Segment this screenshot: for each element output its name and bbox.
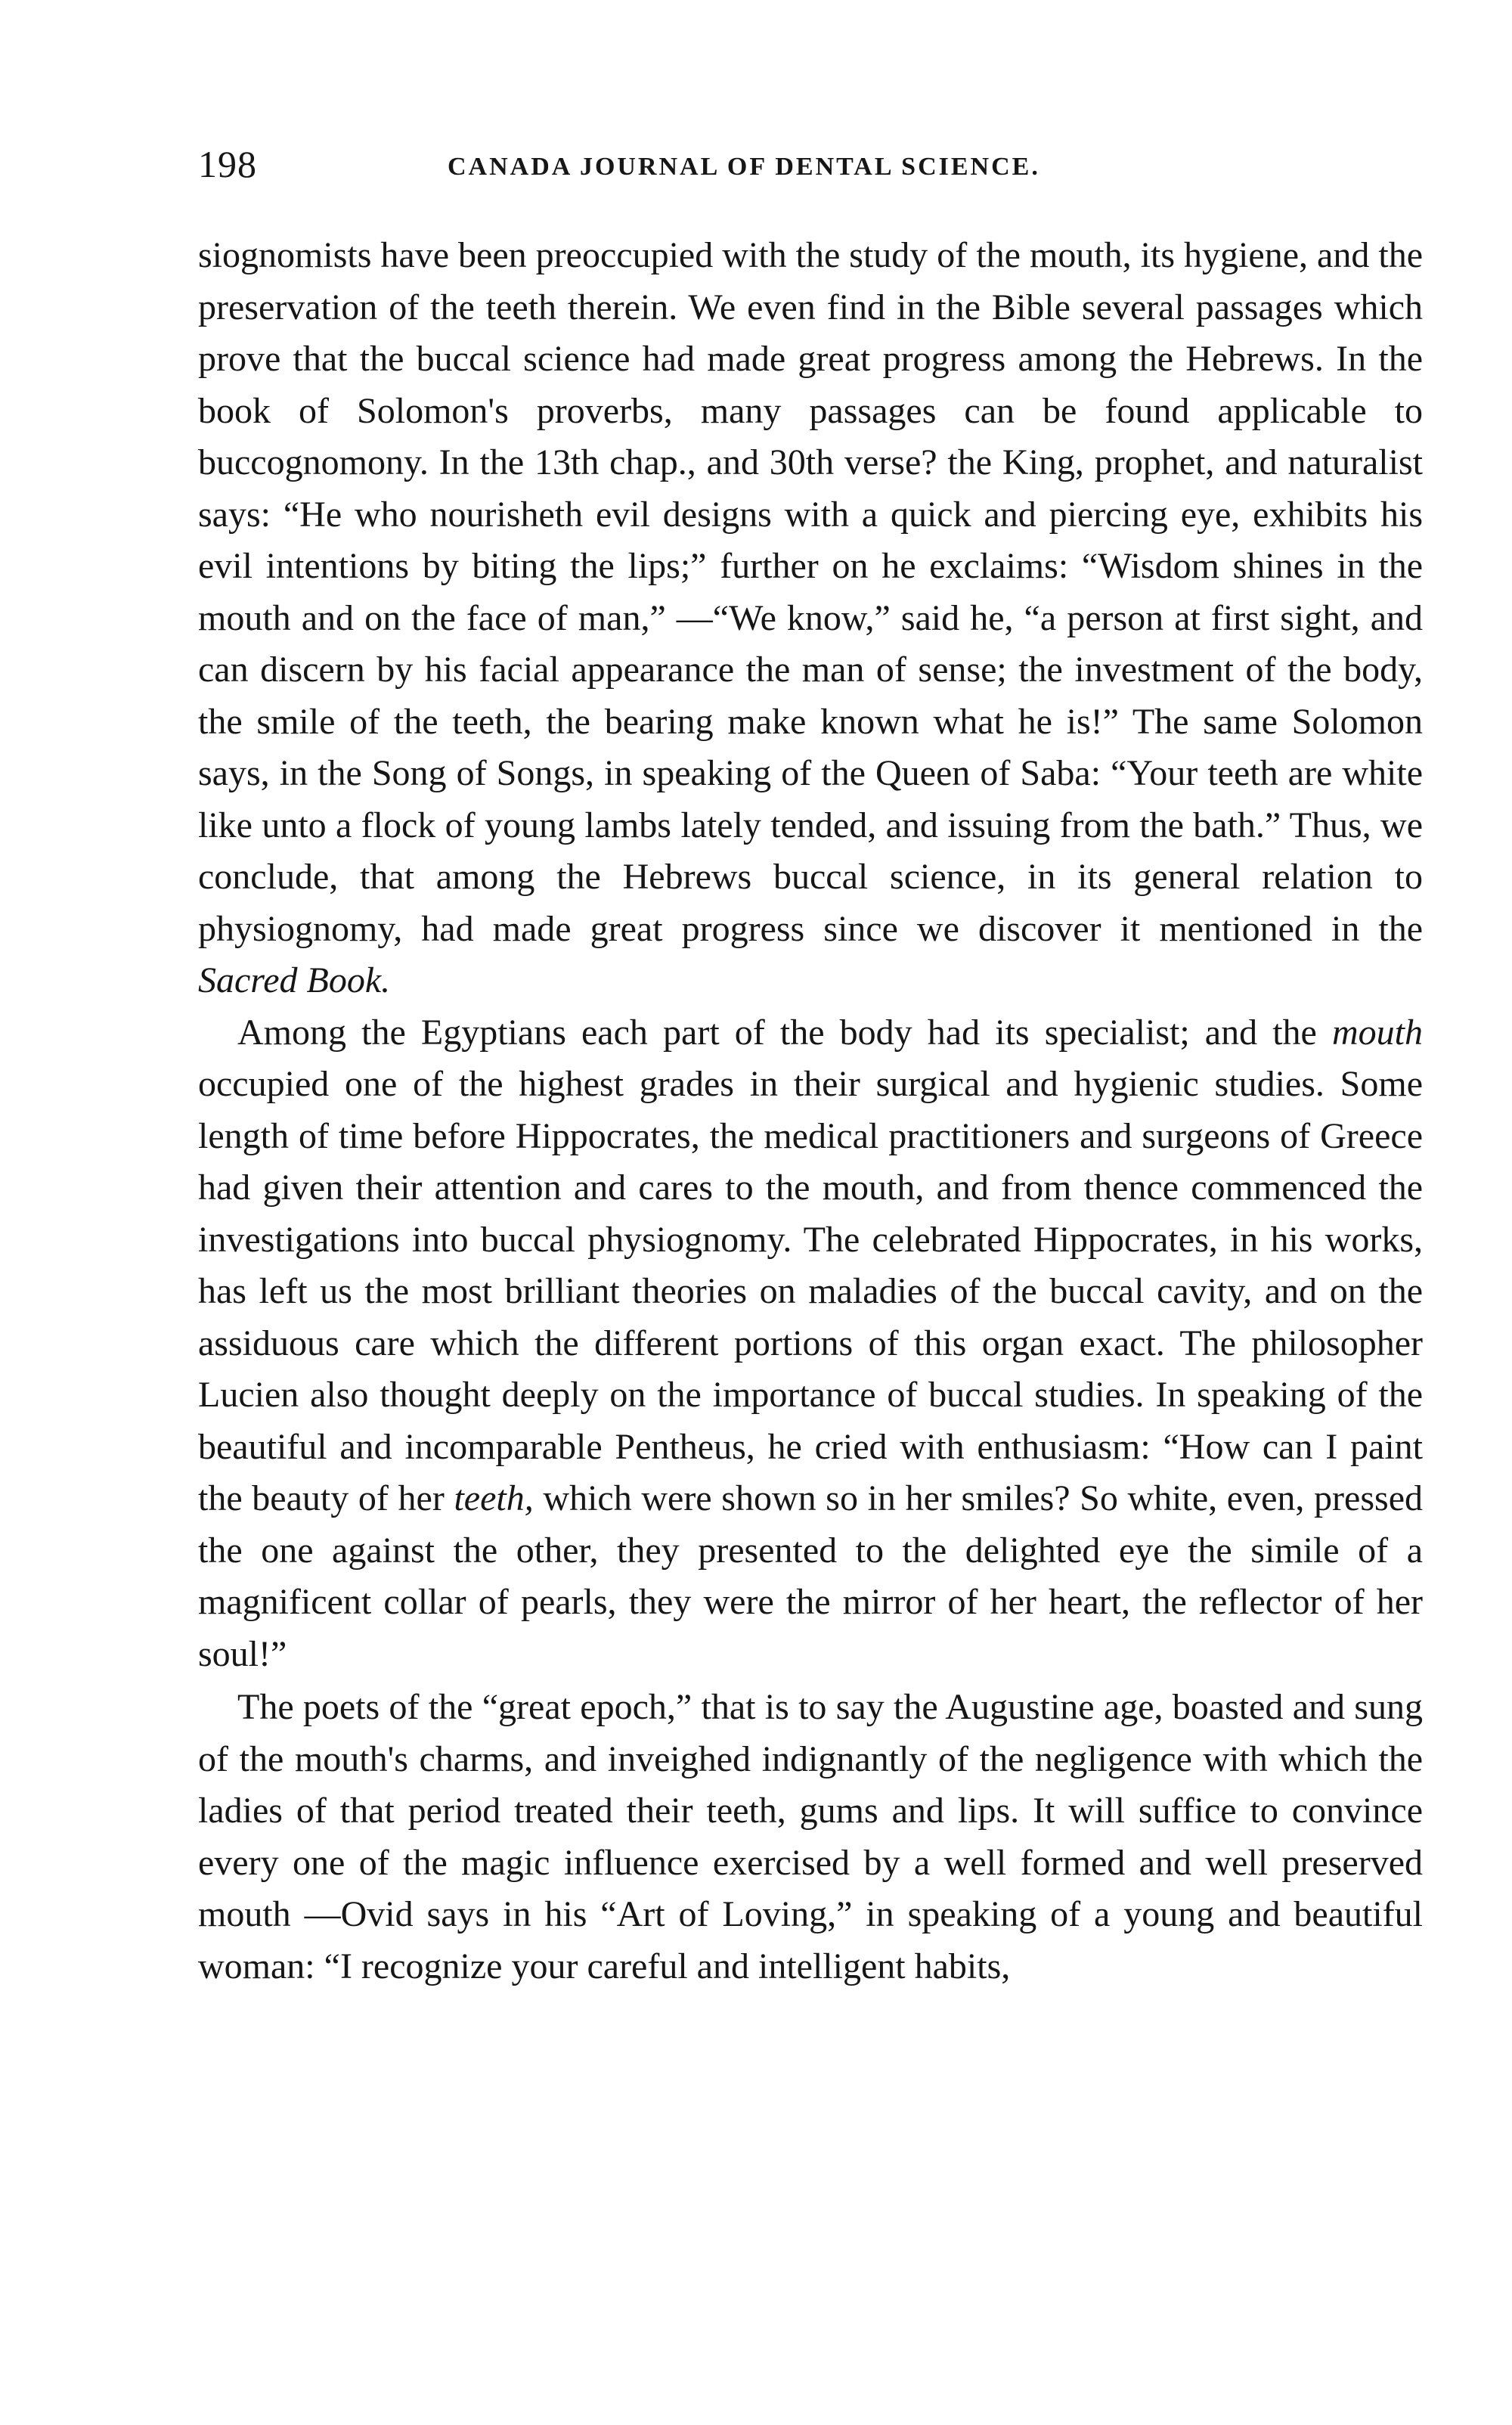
paragraph-text: The poets of the “great epoch,” that is to say the Augustine age, boasted and sung of the mouth's charms, and inveighed indignantly of the negligence with which the ladies of that period treated their teeth, gums and lips. It will suffice to convince every one of the magic influence exercised by a well formed and well preserved mouth —Ovid says in his “Art of Loving,” in speaking of a young and beautiful woman: “I recognize your careful and intelligent habits,: [198, 1687, 1423, 1986]
paragraph-2: [198, 1007, 1423, 1681]
paragraph-3: [198, 1682, 1423, 1992]
paragraph-text: which were shown so in her smiles? So white, even, pressed the one against the other, they presented to the delighted eye the simile of a magnificent collar of pearls, they were the mirror of her heart, the reflector of her soul!”: [198, 1478, 1423, 1674]
body-text: [198, 230, 1423, 1992]
paragraph-text: Among the Egyptians each part of the body had its specialist; and the: [237, 1012, 1332, 1053]
paragraph-italic-text: mouth: [1332, 1012, 1423, 1053]
paragraph-1: [198, 230, 1423, 1007]
page-number: 198: [198, 143, 257, 185]
journal-title: CANADA JOURNAL OF DENTAL SCIENCE.: [448, 153, 1040, 181]
paragraph-italic-text: Sacred Book.: [198, 960, 391, 1000]
paragraph-text: occupied one of the highest grades in their surgical and hygienic studies. Some length of time before Hippocrates, the medical practitioners and surgeons of Greece had given their attention and cares to the mouth, and from thence commenced the investigations into buccal physiognomy. The celebrated Hippocrates, in his works, has left us the most brilliant theories on maladies of the buccal cavity, and on the assiduous care which the different portions of this organ exact. The philosopher Lucien also thought deeply on the importance of buccal studies. In speaking of the beautiful and incomparable Pentheus, he cried with enthusiasm: “How can I paint the beauty of her: [198, 1064, 1423, 1518]
book-page: [198, 136, 1423, 1986]
running-head: [198, 136, 1423, 197]
paragraph-text: siognomists have been preoccupied with the study of the mouth, its hygiene, and the preservation of the teeth therein. We even find in the Bible several passages which prove that the buccal science had made great progress among the Hebrews. In the book of Solomon's proverbs, many passages can be found applicable to buccognomony. In the 13th chap., and 30th verse? the King, prophet, and naturalist says: “He who nourisheth evil designs with a quick and piercing eye, exhibits his evil intentions by biting the lips;” further on he exclaims: “Wisdom shines in the mouth and on the face of man,” —“We know,” said he, “a person at first sight, and can discern by his facial appearance the man of sense; the investment of the body, the smile of the teeth, the bearing make known what he is!” The same Solomon says, in the Song of Songs, in speaking of the Queen of Saba: “Your teeth are white like unto a flock of young lambs lately tended, and issuing from the bath.” Thus, we conclude, that among the Hebrews buccal science, in its general relation to physiognomy, had made great progress since we discover it mentioned in the: [198, 235, 1423, 949]
paragraph-italic-text: teeth,: [454, 1478, 534, 1518]
